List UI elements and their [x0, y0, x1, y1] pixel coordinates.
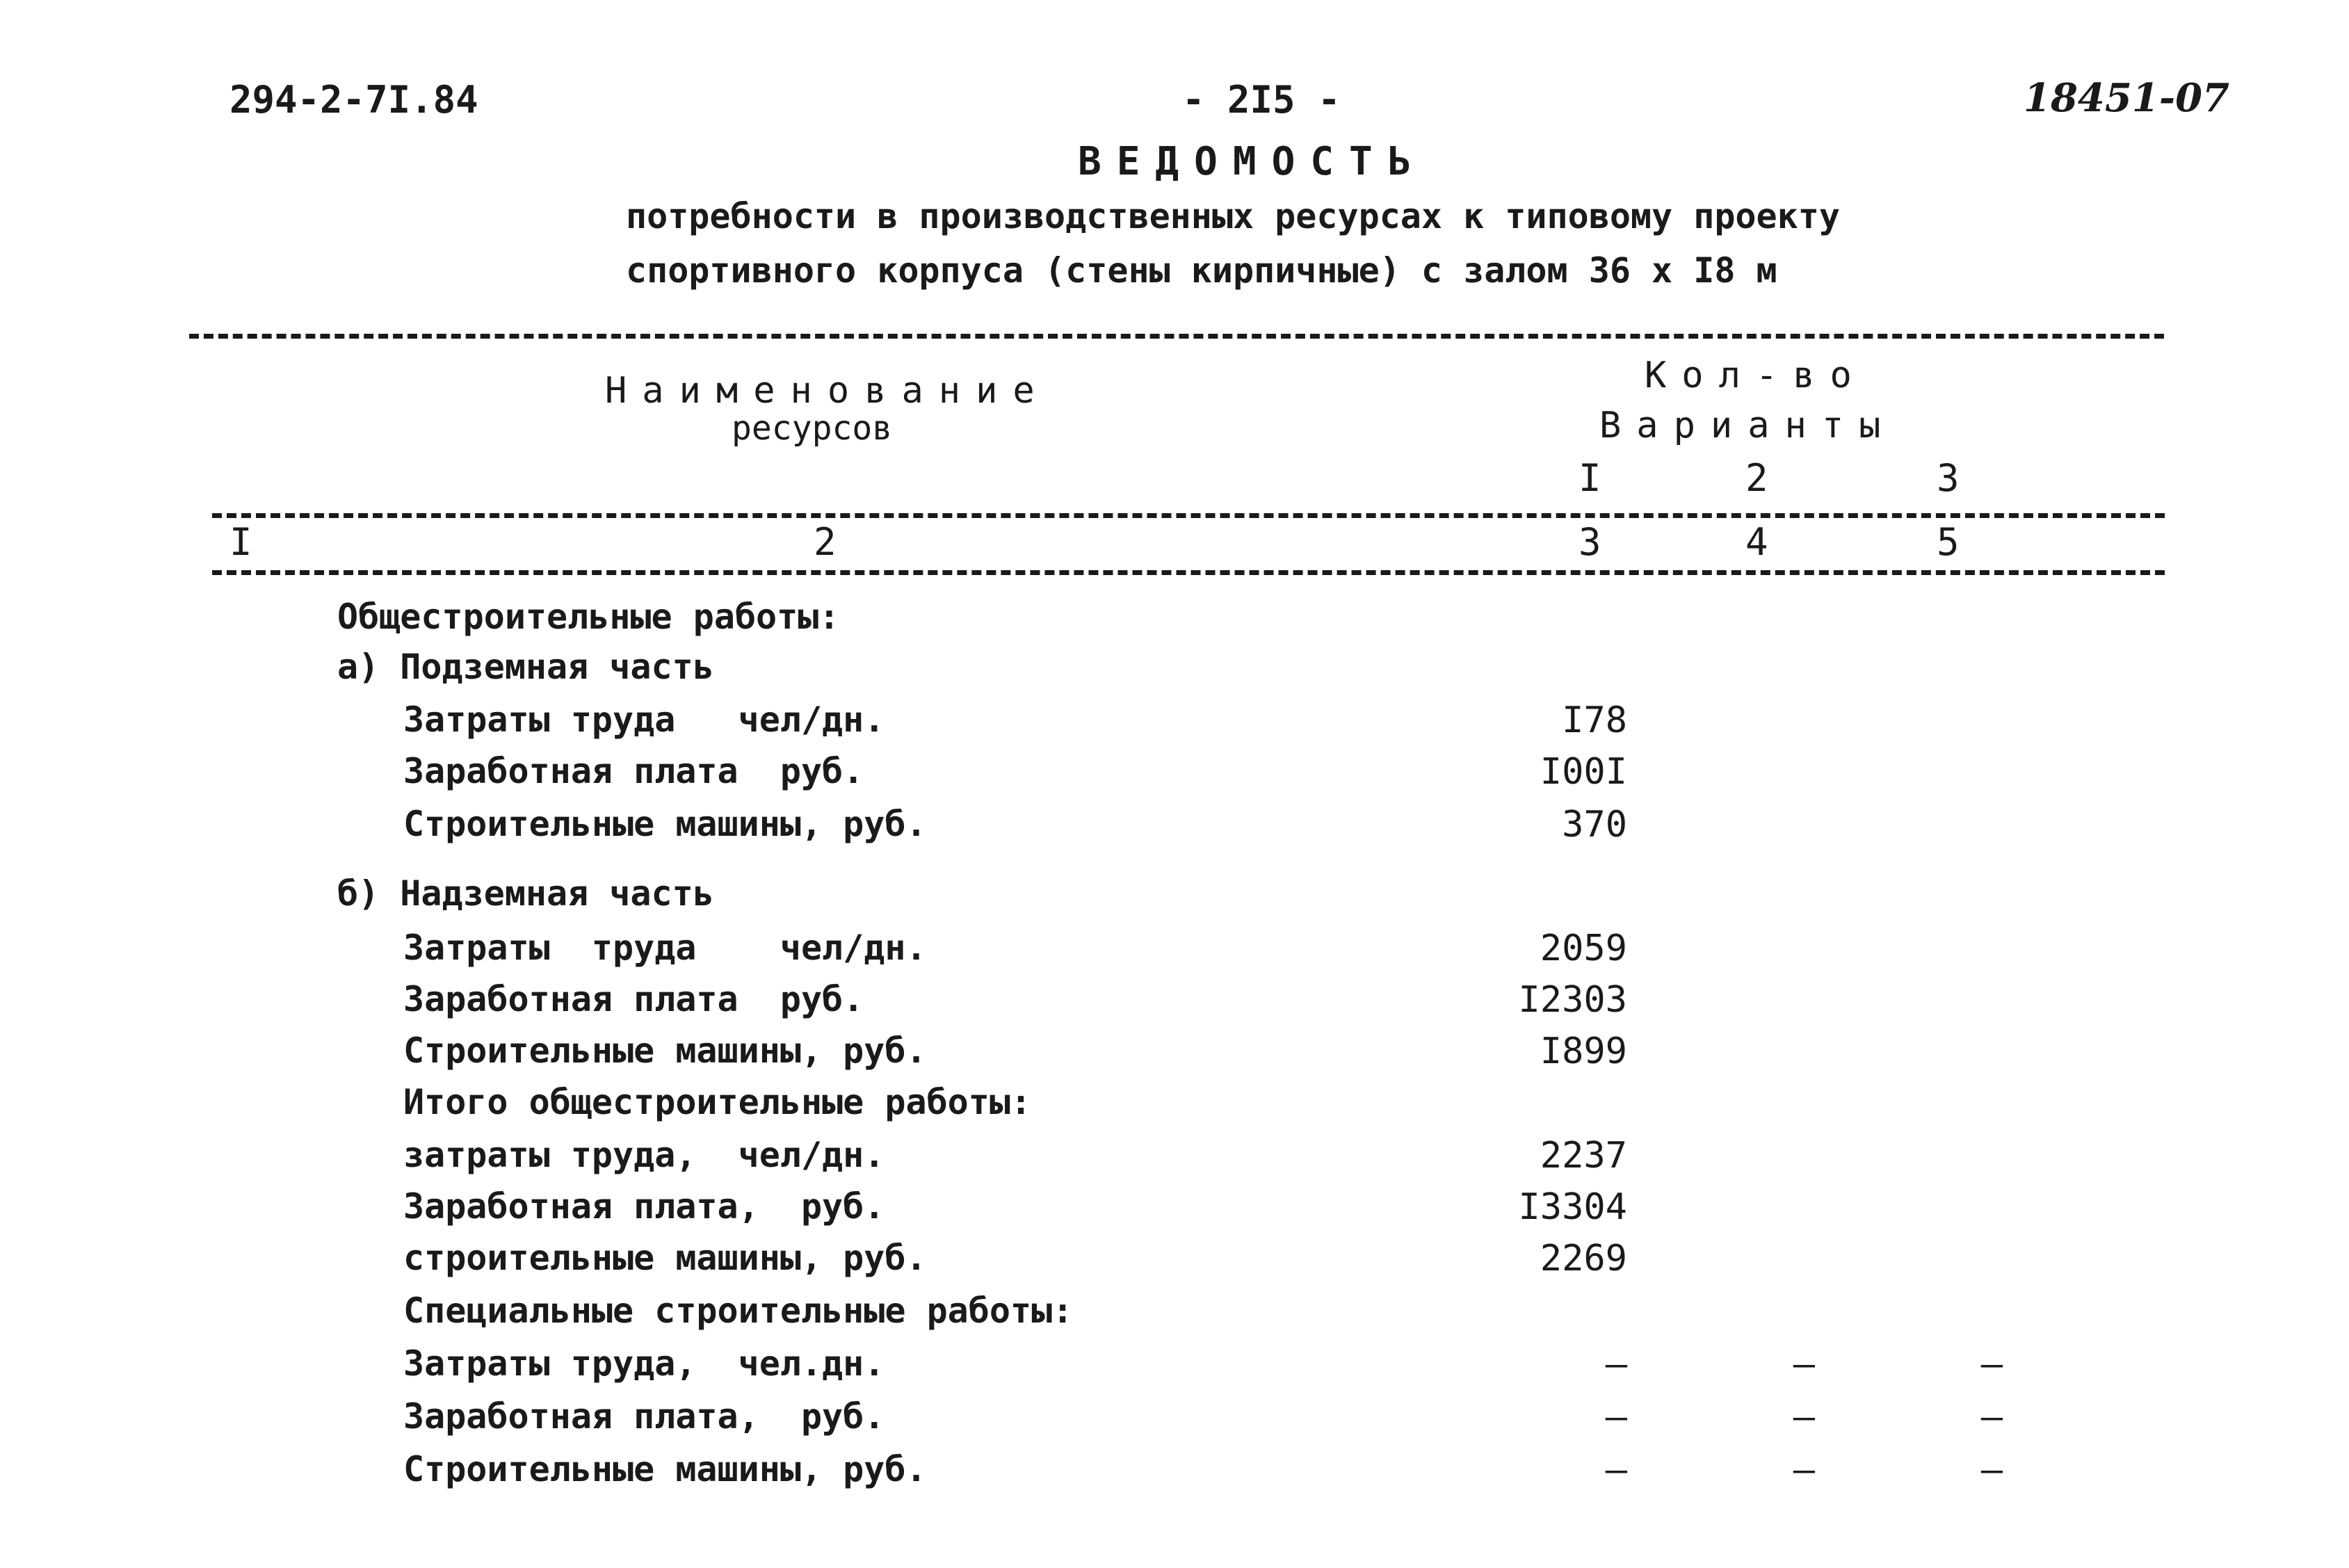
column-number-2: 2: [814, 520, 837, 564]
title-line-2: спортивного корпуса (стены кирпичные) с залом 36 х I8 м: [626, 250, 1777, 291]
table-row-label: Затраты труда чел/дн.: [403, 700, 885, 740]
list-item: Итого общестроительные работы:: [403, 1082, 1032, 1122]
document-code: 294-2-7I.84: [229, 78, 478, 122]
archive-number: 18451-07: [2024, 75, 2229, 121]
table-cell-variant-1: 2237: [1540, 1135, 1627, 1177]
variant-number-1: I: [1579, 456, 1601, 500]
table-cell-variant-1: 2269: [1540, 1238, 1627, 1279]
table-row-label: Заработная плата руб.: [403, 979, 864, 1019]
variant-number-2: 2: [1745, 456, 1768, 500]
table-cell-variant-1: –: [1605, 1396, 1627, 1438]
table-cell-variant-1: I899: [1540, 1030, 1627, 1072]
column-number-3: 3: [1579, 520, 1601, 564]
table-row-label: Заработная плата руб.: [403, 751, 864, 791]
table-row-label: Строительные машины, руб.: [403, 804, 927, 844]
table-row-label: Строительные машины, руб.: [403, 1449, 927, 1489]
table-cell-variant-1: –: [1605, 1449, 1627, 1491]
table-cell-variant-3: –: [1980, 1343, 2003, 1385]
page-number: - 2I5 -: [1182, 78, 1341, 122]
document-title: ВЕДОМОСТЬ: [1078, 139, 1427, 184]
table-cell-variant-1: I2303: [1518, 979, 1627, 1021]
table-cell-variant-1: –: [1605, 1343, 1627, 1385]
table-row-label: затраты труда, чел/дн.: [403, 1135, 885, 1175]
column-header-name-sub: ресурсов: [732, 409, 893, 448]
column-number-5: 5: [1937, 520, 1960, 564]
table-row-label: Затраты труда чел/дн.: [403, 928, 927, 968]
table-cell-variant-1: 370: [1562, 804, 1627, 846]
column-number-4: 4: [1745, 520, 1768, 564]
table-row-label: Заработная плата, руб.: [403, 1396, 885, 1437]
column-header-name: Наименование: [605, 370, 1050, 412]
table-cell-variant-1: I3304: [1518, 1186, 1627, 1228]
table-cell-variant-1: I78: [1562, 700, 1627, 741]
column-number-1: I: [229, 520, 252, 564]
table-row-label: Заработная плата, руб.: [403, 1186, 885, 1227]
list-item: а) Подземная часть: [337, 647, 714, 687]
column-header-variants: Варианты: [1599, 405, 1896, 446]
list-item: Общестроительные работы:: [337, 597, 840, 637]
title-line-1: потребности в производственных ресурсах к типовому проекту: [626, 196, 1840, 236]
header-separator-rule: [212, 513, 2165, 518]
table-cell-variant-1: I00I: [1540, 751, 1627, 793]
table-row-label: Затраты труда, чел.дн.: [403, 1343, 885, 1384]
table-top-rule: [189, 334, 2164, 339]
table-cell-variant-1: 2059: [1540, 928, 1627, 969]
header-bottom-rule: [212, 570, 2165, 575]
table-cell-variant-3: –: [1980, 1396, 2003, 1438]
table-cell-variant-2: –: [1793, 1449, 1815, 1491]
column-header-quantity: Кол-во: [1645, 355, 1867, 396]
table-row-label: строительные машины, руб.: [403, 1238, 927, 1278]
table-cell-variant-2: –: [1793, 1396, 1815, 1438]
table-cell-variant-2: –: [1793, 1343, 1815, 1385]
list-item: Специальные строительные работы:: [403, 1291, 1074, 1331]
table-row-label: Строительные машины, руб.: [403, 1030, 927, 1071]
table-cell-variant-3: –: [1980, 1449, 2003, 1491]
variant-number-3: 3: [1937, 456, 1960, 500]
list-item: б) Надземная часть: [337, 873, 714, 914]
